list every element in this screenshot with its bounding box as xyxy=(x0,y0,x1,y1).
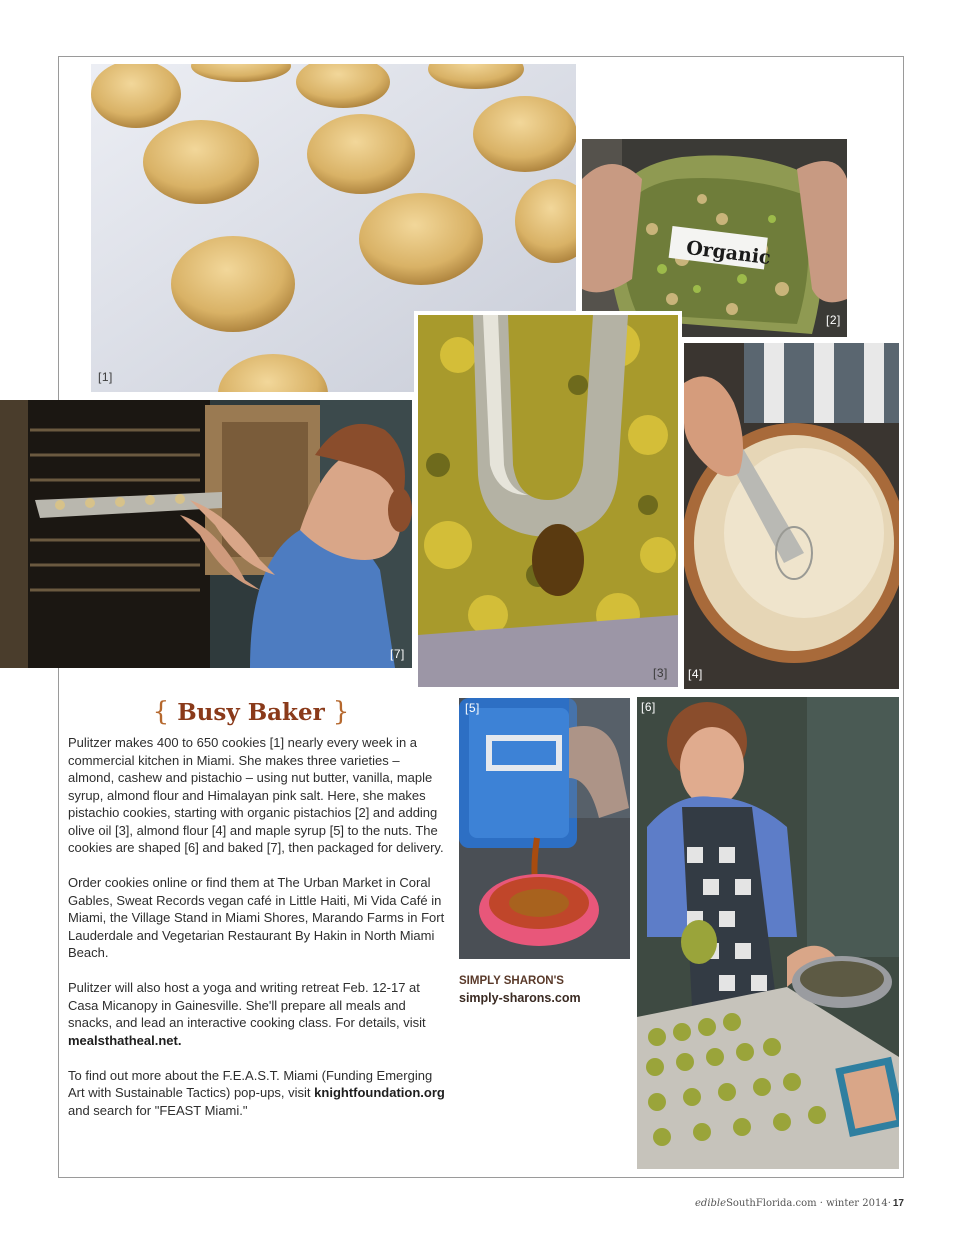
photo-tag: [6] xyxy=(641,700,656,714)
olive-oil-mixer-photo xyxy=(418,315,678,687)
photo-tag: [7] xyxy=(390,647,405,661)
photo-tag: [3] xyxy=(653,666,668,680)
article-body xyxy=(68,734,448,1137)
paragraph-4 xyxy=(68,1067,448,1120)
photo-maple-syrup xyxy=(459,698,630,959)
photo-tag: [4] xyxy=(688,667,703,681)
knightfoundation-link[interactable]: knightfoundation.org xyxy=(314,1085,445,1100)
caption-url[interactable]: simply-sharons.com xyxy=(459,991,581,1005)
photo-tag: [1] xyxy=(98,370,113,384)
shaping-cookies-photo xyxy=(637,697,899,1169)
paragraph-3-end: . xyxy=(177,1032,182,1048)
paragraph-3 xyxy=(68,979,448,1049)
page-number: 17 xyxy=(892,1198,904,1209)
pistachio-bag-photo xyxy=(582,139,847,337)
page-footer xyxy=(695,1198,904,1209)
footer-brand: edible xyxy=(695,1198,727,1209)
mealsthatheal-link[interactable]: mealsthatheal.net xyxy=(68,1032,178,1048)
photo-shaping xyxy=(637,697,899,1169)
footer-site: SouthFlorida.com · winter 2014· xyxy=(726,1198,891,1209)
photo-pistachio-bag xyxy=(582,139,847,337)
almond-flour-whisk-photo xyxy=(684,343,899,689)
paragraph-4-end: and search for "FEAST Miami." xyxy=(68,1102,248,1118)
photo-caption xyxy=(459,973,629,1007)
caption-name: SIMPLY SHARON'S xyxy=(459,975,564,987)
organic-label: Organic xyxy=(684,236,772,270)
photo-oven xyxy=(0,400,412,668)
paragraph-4-text: To find out more about the F.E.A.S.T. Miami (Funding Emerging Art with Sustainable Tactics) pop-ups, visit xyxy=(68,1067,433,1100)
brace-open: { xyxy=(152,697,170,727)
article-title xyxy=(68,697,434,727)
paragraph-1: Pulitzer makes 400 to 650 cookies [1] nearly every week in a commercial kitchen in Miami. She makes three varieties – almond, cashew and pistachio – using nut butter, vanilla, maple syrup, almond flour and Himalayan pink salt. Here, she makes pistachio cookies, starting with organic pistachios [2] and adding olive oil [3], almond flour [4] and maple syrup [5] to the nuts. The cookies are shaped [6] and baked [7], then packaged for delivery. xyxy=(68,735,444,855)
maple-syrup-pour-photo xyxy=(459,698,630,959)
photo-tag: [2] xyxy=(826,313,841,327)
photo-tag: [5] xyxy=(465,701,480,715)
photo-olive-oil xyxy=(414,311,682,691)
paragraph-2: Order cookies online or find them at The Urban Market in Coral Gables, Sweat Records vegan café in Little Haiti, Mi Vida Café in Miami, the Village Stand in Miami Shores, Marando Farms in Fort Lauderdale and Vegetarian Restaurant By Hakin in North Miami Beach. xyxy=(68,875,445,960)
paragraph-3-text: Pulitzer will also host a yoga and writing retreat Feb. 12-17 at Casa Micanopy in Gainesville. She'll prepare all meals and snacks, and lead an interactive cooking class. For details, visit xyxy=(68,980,426,1030)
article-title-text: Busy Baker xyxy=(177,699,325,726)
brace-close: } xyxy=(332,697,350,727)
oven-baking-photo xyxy=(0,400,412,668)
photo-almond-flour xyxy=(684,343,899,689)
